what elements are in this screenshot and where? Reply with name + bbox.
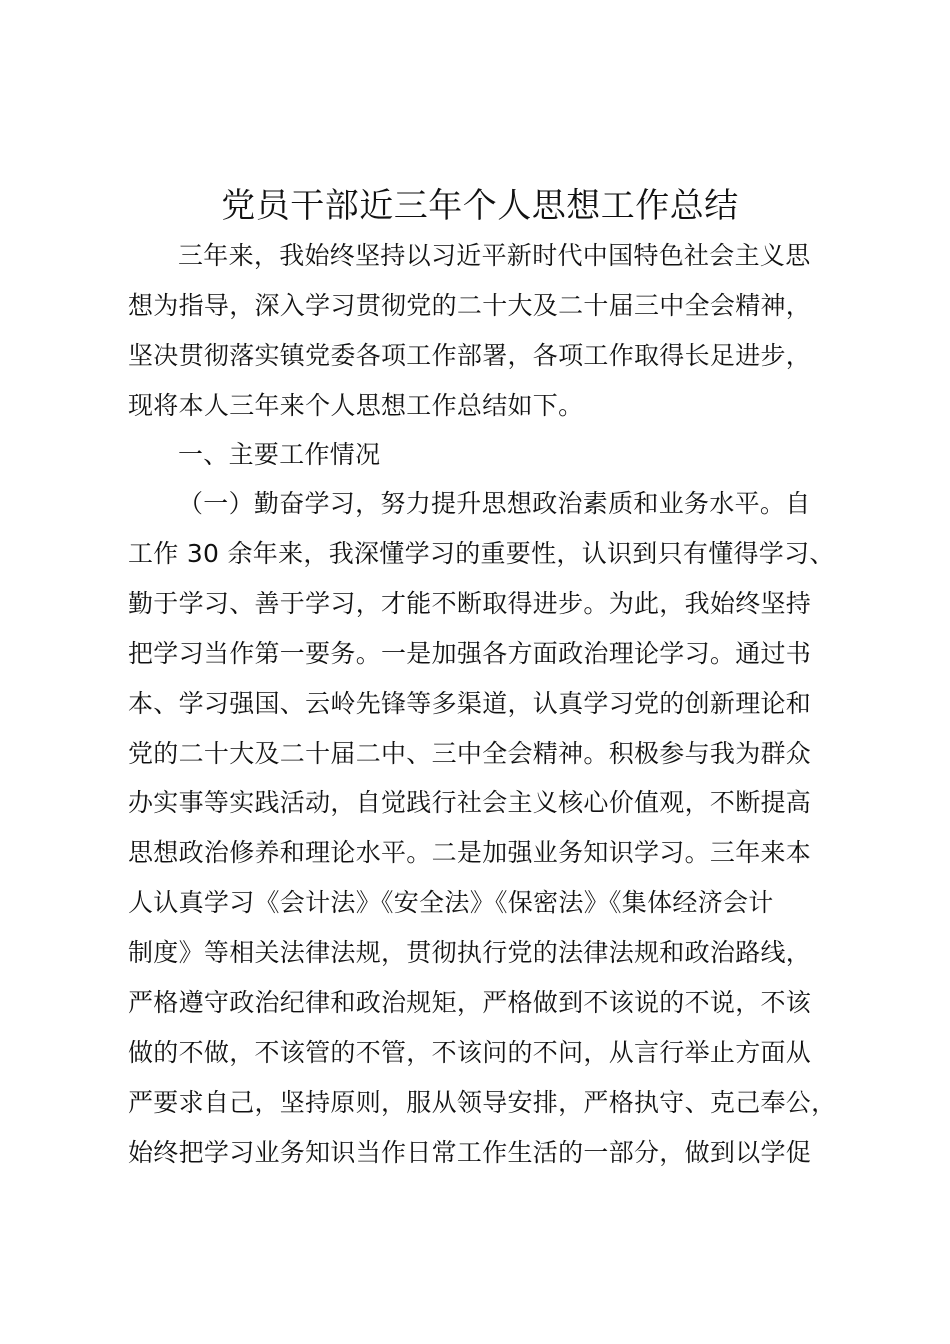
section-heading: 一、主要工作情况 [178,440,381,469]
paragraph-line: （一）勤奋学习，努力提升思想政治素质和业务水平。自 [178,489,811,518]
paragraph-line: 做的不做，不该管的不管，不该问的不问，从言行举止方面从 [128,1038,812,1067]
paragraph-line: 本、学习强国、云岭先锋等多渠道，认真学习党的创新理论和 [128,689,812,718]
paragraph-line: 党的二十大及二十届二中、三中全会精神。积极参与我为群众 [128,739,812,768]
paragraph-line: 工作 30 余年来，我深懂学习的重要性，认识到只有懂得学习、 [128,539,835,568]
paragraph-line: 办实事等实践活动，自觉践行社会主义核心价值观，不断提高 [128,788,812,817]
paragraph-line: 制度》等相关法律法规，贯彻执行党的法律法规和政治路线， [128,938,812,967]
paragraph-line: 严格遵守政治纪律和政治规矩，严格做到不该说的不说，不该 [128,988,812,1017]
paragraph-line: 思想政治修养和理论水平。二是加强业务知识学习。三年来本 [128,838,812,867]
paragraph-line: 始终把学习业务知识当作日常工作生活的一部分，做到以学促 [128,1138,812,1167]
paragraph-line: 三年来，我始终坚持以习近平新时代中国特色社会主义思 [178,241,811,270]
document-title: 党员干部近三年个人思想工作总结 [221,186,739,226]
paragraph-line: 勤于学习、善于学习，才能不断取得进步。为此，我始终坚持 [128,589,812,618]
paragraph-line: 现将本人三年来个人思想工作总结如下。 [128,391,584,420]
paragraph-line: 想为指导，深入学习贯彻党的二十大及二十届三中全会精神， [128,291,812,320]
paragraph-line: 严要求自己，坚持原则，服从领导安排，严格执守、克己奉公， [128,1088,837,1117]
paragraph-line: 坚决贯彻落实镇党委各项工作部署，各项工作取得长足进步， [128,341,812,370]
paragraph-line: 人认真学习《会计法》《安全法》《保密法》《集体经济会计 [128,888,774,917]
paragraph-line: 把学习当作第一要务。一是加强各方面政治理论学习。通过书 [128,639,812,668]
